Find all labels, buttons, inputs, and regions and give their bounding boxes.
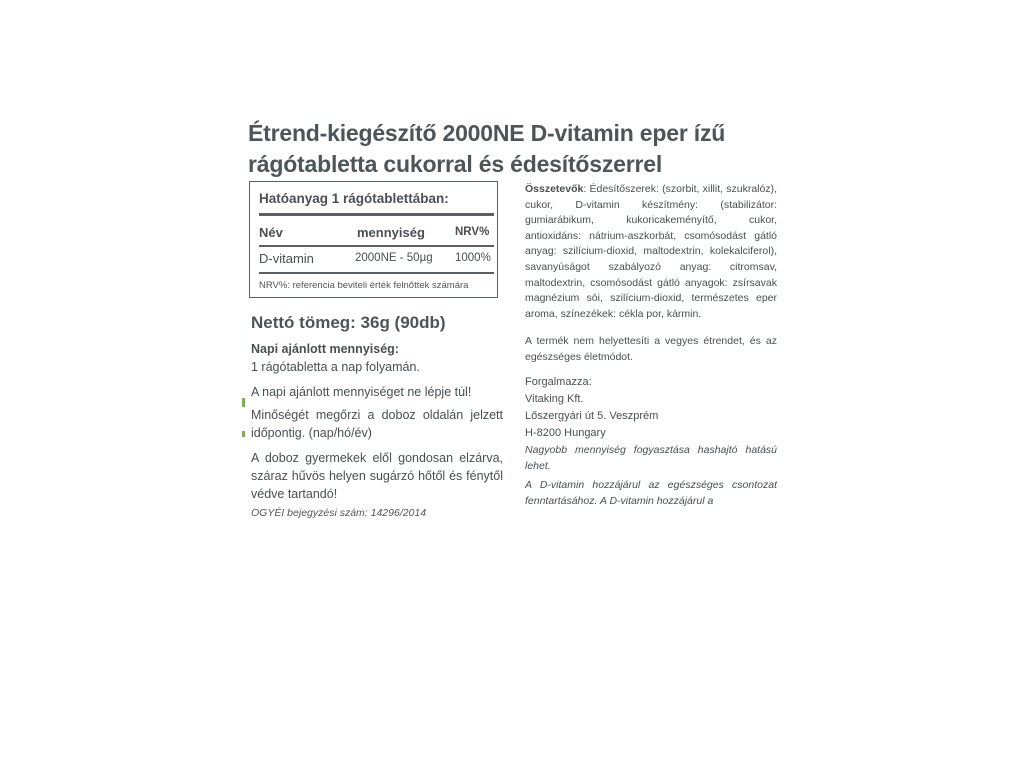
product-title-line-1: Étrend-kiegészítő 2000NE D-vitamin eper ízű bbox=[248, 120, 726, 146]
ogyei-registration: OGYÉI bejegyzési szám: 14296/2014 bbox=[251, 507, 427, 519]
nutrition-table-divider bbox=[259, 245, 494, 247]
vitamin-claim: A D-vitamin hozzájárul az egészséges csontozat fenntartásához. A D-vitamin hozzájárul a bbox=[525, 479, 777, 507]
ingredients-block bbox=[525, 182, 777, 322]
green-edge-mark-2 bbox=[242, 431, 245, 437]
ingredients-label: Összetevők bbox=[525, 183, 584, 195]
distributor-street: Lőszergyári út 5. Veszprém bbox=[525, 410, 659, 422]
diet-note: A termék nem helyettesíti a vegyes étrendet, és az egészséges életmódot. bbox=[525, 335, 777, 363]
row-name: D-vitamin bbox=[259, 251, 314, 266]
nutrition-table-rule bbox=[259, 213, 494, 216]
row-amount: 2000NE - 50µg bbox=[355, 252, 433, 264]
warning-text: A napi ajánlott mennyiséget ne lépje túl! bbox=[251, 385, 472, 399]
col-header-name: Név bbox=[259, 225, 283, 240]
row-nrv: 1000% bbox=[455, 252, 491, 264]
dosage-text: 1 rágótabletta a nap folyamán. bbox=[251, 360, 420, 374]
laxative-note: Nagyobb mennyiség fogyasztása hashajtó hatású lehet. bbox=[525, 444, 777, 472]
ingredients-text: : Édesítőszerek: (szorbit, xillit, szukralóz), cukor, D-vitamin készítmény: (stabilizátor: gumiarábikum, kukoricakeményítő, cukor, antioxidáns: nátrium-aszkorbát, csomósodást gátló anyag: szilícium-dioxid, maltodextrin, kolekalciferol), savanyúságot szabályozó anyag: citromsav, maltodextrin, csomósodást gátló anyagok: zsírsavak magnézium sói, szilícium-dioxid, természetes eper aroma, színezékek: cékla por, kármin. bbox=[525, 183, 777, 320]
distributor-block bbox=[525, 374, 777, 442]
dosage-block bbox=[251, 340, 503, 376]
net-weight: Nettó tömeg: 36g (90db) bbox=[251, 313, 446, 332]
distributor-label: Forgalmazza: bbox=[525, 376, 592, 388]
dosage-heading: Napi ajánlott mennyiség: bbox=[251, 342, 399, 356]
product-title bbox=[248, 118, 788, 180]
storage-text: A doboz gyermekek elől gondosan elzárva, száraz hűvös helyen sugárzó hőtől és fénytől védve tartandó! bbox=[251, 451, 503, 501]
nutrition-table-footnote: NRV%: referencia beviteli érték felnőttek számára bbox=[259, 280, 469, 291]
best-before-text: Minőségét megőrzi a doboz oldalán jelzett időpontig. (nap/hó/év) bbox=[251, 408, 503, 440]
distributor-name: Vitaking Kft. bbox=[525, 393, 584, 405]
green-edge-mark bbox=[242, 398, 245, 407]
nutrition-table bbox=[249, 181, 498, 298]
col-header-amount: mennyiség bbox=[357, 225, 425, 240]
nutrition-table-heading: Hatóanyag 1 rágótablettában: bbox=[259, 191, 449, 206]
product-title-line-2: rágótabletta cukorral és édesítőszerrel bbox=[248, 151, 663, 177]
distributor-postal: H-8200 Hungary bbox=[525, 427, 606, 439]
col-header-nrv: NRV% bbox=[455, 226, 490, 238]
nutrition-table-divider-bottom bbox=[259, 272, 494, 274]
